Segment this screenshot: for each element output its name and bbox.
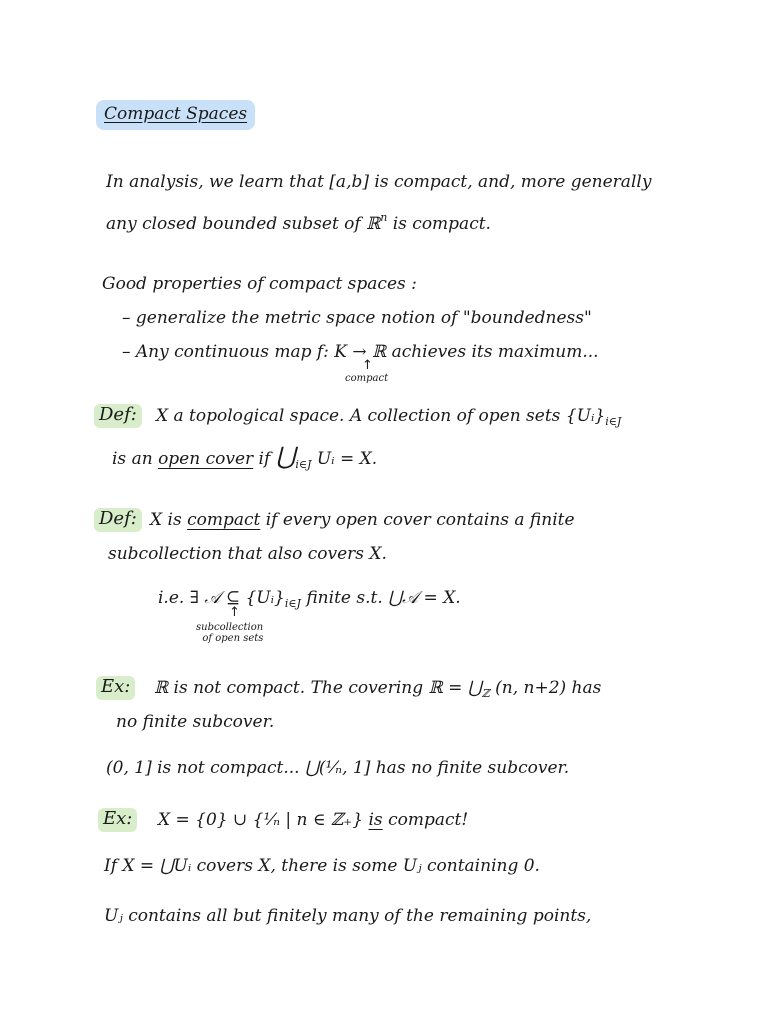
intro-line-2-sup: n — [380, 211, 388, 224]
ex-1-line-1-sub: ℤ — [481, 687, 490, 700]
intro-line-2 — [106, 212, 491, 233]
intro-line-2b: is compact. — [387, 214, 491, 234]
def-1-line-1 — [156, 408, 621, 427]
up-arrow-icon-2: ↑ — [229, 605, 240, 620]
is-term: is — [368, 810, 383, 830]
def-1-line-1-sub: i∈J — [605, 415, 622, 428]
properties-item-2: – Any continuous map f: K → ℝ achieves its maximum... — [122, 342, 599, 362]
open-cover-term: open cover — [158, 449, 254, 469]
ex-2-line-1a: X = {0} ∪ {¹⁄ₙ | n ∈ ℤ₊} — [158, 810, 369, 830]
def-2-tag: Def: — [94, 508, 142, 532]
ex-1-line-2: no finite subcover. — [116, 712, 275, 732]
page-title: Compact Spaces — [104, 104, 248, 124]
ex-2-line-3: Uⱼ contains all but finitely many of the remaining points, — [104, 906, 592, 926]
up-arrow-icon: ↑ — [362, 358, 373, 373]
def-2-line-3b: finite s.t. ⋃𝒜 = X. — [300, 588, 461, 608]
union-sub: i∈J — [295, 458, 312, 471]
def-1-line-2c: Uᵢ = X. — [311, 449, 378, 469]
def-2-line-3a: i.e. ∃ 𝒜 ⊆ {Uᵢ} — [158, 588, 285, 608]
ex-2-line-1b: compact! — [382, 810, 469, 830]
def-1-line-2 — [112, 444, 377, 470]
def-1-line-2b: if — [253, 449, 276, 469]
def-1-line-2a: is an — [112, 449, 159, 469]
title-highlight — [96, 100, 255, 130]
intro-line-2a: any closed bounded subset of ℝ — [106, 214, 381, 234]
def-2-line-1a: X is — [150, 510, 188, 530]
ex-2-line-1 — [158, 812, 468, 829]
def-2-line-3-sub: i∈J — [284, 597, 301, 610]
union-symbol: ⋃ — [275, 442, 296, 470]
properties-item-2-note: compact — [345, 373, 389, 384]
def-1-line-1a: X a topological space. A collection of open sets {Uᵢ} — [156, 406, 606, 426]
properties-heading: Good properties of compact spaces : — [102, 274, 417, 294]
intro-line-1: In analysis, we learn that [a,b] is compact, and, more generally — [106, 172, 652, 192]
def-2-note: subcollection of open sets — [196, 622, 264, 644]
def-2-line-1b: if every open cover contains a finite — [260, 510, 575, 530]
ex-2-tag: Ex: — [98, 808, 137, 832]
ex-1-tag: Ex: — [96, 676, 135, 700]
ex-1-line-1a: ℝ is not compact. The covering ℝ = ⋃ — [154, 678, 482, 698]
ex-1-line-1b: (n, n+2) has — [489, 678, 602, 698]
compact-term: compact — [187, 510, 261, 530]
ex-1-line-1 — [154, 680, 601, 699]
def-2-line-3 — [158, 590, 461, 609]
ex-2-line-2: If X = ⋃Uᵢ covers X, there is some Uⱼ containing 0. — [104, 856, 540, 876]
ex-1-line-3: (0, 1] is not compact... ⋃(¹⁄ₙ, 1] has no finite subcover. — [106, 758, 570, 778]
def-2-line-2: subcollection that also covers X. — [108, 544, 387, 564]
properties-item-1: – generalize the metric space notion of "boundedness" — [122, 308, 592, 328]
def-2-line-1 — [150, 512, 575, 529]
def-1-tag: Def: — [94, 404, 142, 428]
